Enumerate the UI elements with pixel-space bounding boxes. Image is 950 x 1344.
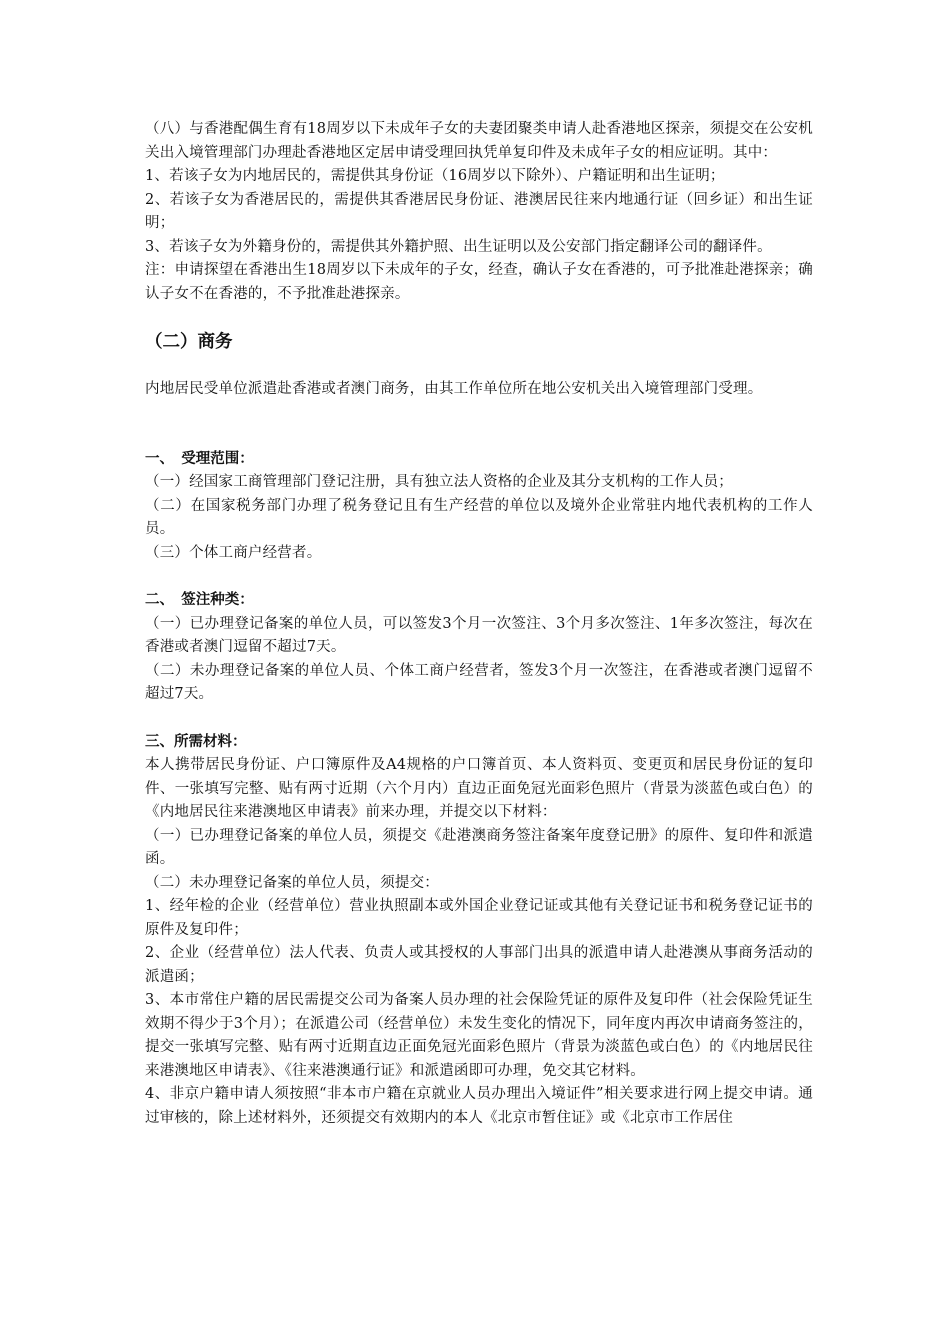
scope-item: （二）在国家税务部门办理了税务登记且有生产经营的单位以及境外企业常驻内地代表机构的工作人员。 bbox=[145, 497, 813, 537]
endorsement-item: （一）已办理登记备案的单位人员，可以签发3个月一次签注、3个月多次签注、1年多次签注，每次在香港或者澳门逗留不超过7天。 bbox=[145, 615, 813, 655]
section-eight-item: 2、若该子女为香港居民的，需提供其香港居民身份证、港澳居民往来内地通行证（回乡证）和出生证明； bbox=[145, 191, 813, 231]
section-eight-note: 注：申请探望在香港出生18周岁以下未成年的子女，经查，确认子女在香港的，可予批准赴港探亲；确认子女不在香港的，不予批准赴港探亲。 bbox=[145, 262, 813, 302]
endorsement-heading: 二、 签注种类： bbox=[145, 592, 254, 608]
endorsement-item: （二）未办理登记备案的单位人员、个体工商户经营者，签发3个月一次签注，在香港或者澳门逗留不超过7天。 bbox=[145, 662, 813, 702]
section-eight-item: 1、若该子女为内地居民的，需提供其身份证（16周岁以下除外）、户籍证明和出生证明； bbox=[145, 168, 725, 184]
materials-heading: 三、所需材料： bbox=[145, 733, 247, 750]
materials-item-two: （二）未办理登记备案的单位人员，须提交： bbox=[145, 874, 439, 891]
materials-sub-item: 4、非京户籍申请人须按照“非本市户籍在京就业人员办理出入境证件”相关要求进行网上提交申请。通过审核的，除上述材料外，还须提交有效期内的本人《北京市暂住证》或《北京市工作居住 bbox=[145, 1086, 813, 1126]
document-page bbox=[145, 118, 813, 1130]
scope-item: （三）个体工商户经营者。 bbox=[145, 544, 322, 561]
materials-sub-item: 3、本市常住户籍的居民需提交公司为备案人员办理的社会保险凭证的原件及复印件（社会保险凭证生效期不得少于3个月）；在派遣公司（经营单位）未发生变化的情况下，同年度内再次申请商务签注的，提交一张填写完整、贴有两寸近期直边正面免冠光面彩色照片（背景为淡蓝色或白色）的《内地居民往来港澳地区申请表》、《往来港澳通行证》和派遣函即可办理，免交其它材料。 bbox=[145, 992, 813, 1079]
materials-sub-item: 2、企业（经营单位）法人代表、负责人或其授权的人事部门出具的派遣申请人赴港澳从事商务活动的派遣函； bbox=[145, 945, 813, 985]
materials-sub-item: 1、经年检的企业（经营单位）营业执照副本或外国企业登记证或其他有关登记证书和税务登记证书的原件及复印件； bbox=[145, 898, 813, 938]
materials-intro: 本人携带居民身份证、户口簿原件及A4规格的户口簿首页、本人资料页、变更页和居民身份证的复印件、一张填写完整、贴有两寸近期（六个月内）直边正面免冠光面彩色照片（背景为淡蓝色或白色）的《内地居民往来港澳地区申请表》前来办理，并提交以下材料： bbox=[145, 757, 813, 820]
business-intro: 内地居民受单位派遣赴香港或者澳门商务，由其工作单位所在地公安机关出入境管理部门受理。 bbox=[145, 381, 763, 397]
business-heading: （二）商务 bbox=[145, 332, 233, 352]
materials-item-one: （一）已办理登记备案的单位人员，须提交《赴港澳商务签注备案年度登记册》的原件、复印件和派遣函。 bbox=[145, 827, 813, 867]
scope-item: （一）经国家工商管理部门登记注册，具有独立法人资格的企业及其分支机构的工作人员； bbox=[145, 474, 733, 490]
section-eight-item: 3、若该子女为外籍身份的，需提供其外籍护照、出生证明以及公安部门指定翻译公司的翻译件。 bbox=[145, 238, 772, 255]
section-eight-intro: （八）与香港配偶生育有18周岁以下未成年子女的夫妻团聚类申请人赴香港地区探亲，须提交在公安机关出入境管理部门办理赴香港地区定居申请受理回执凭单复印件及未成年子女的相应证明。其中： bbox=[145, 121, 813, 161]
scope-heading: 一、 受理范围： bbox=[145, 450, 254, 467]
